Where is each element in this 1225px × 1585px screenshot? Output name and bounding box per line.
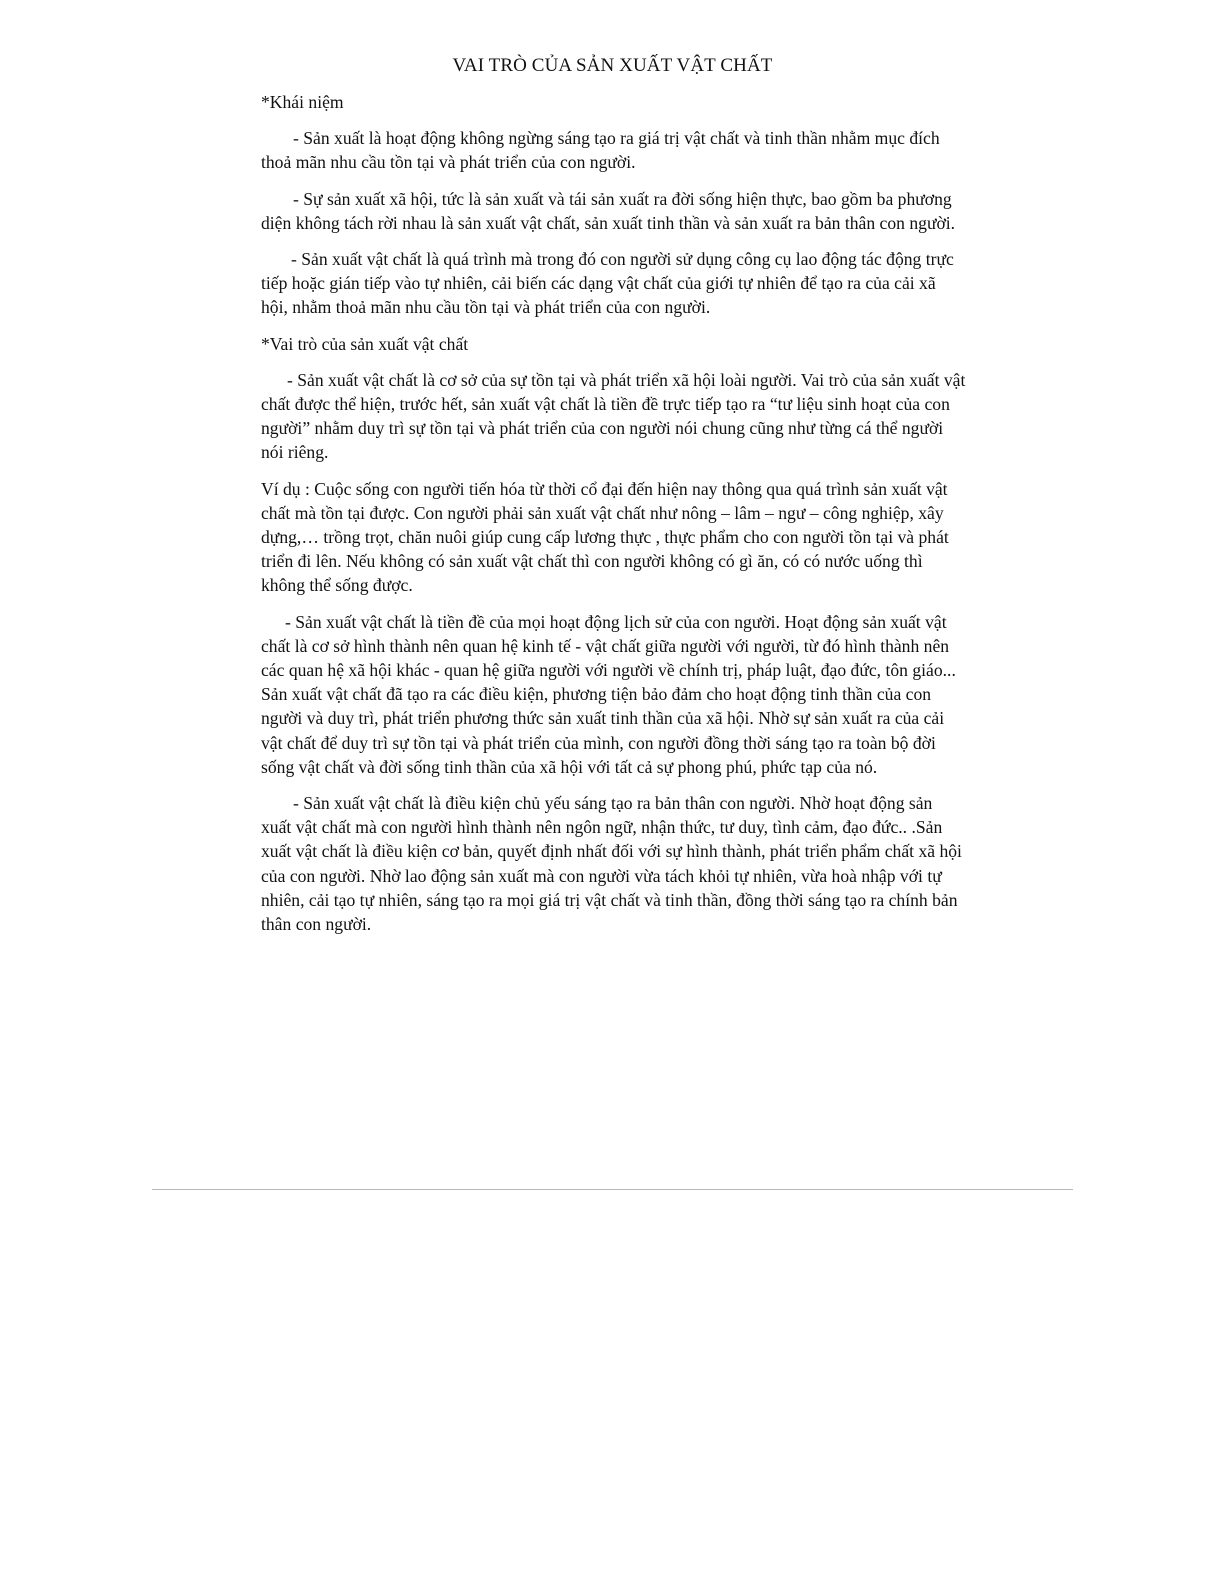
document-title: VAI TRÒ CỦA SẢN XUẤT VẬT CHẤT (452, 55, 773, 76)
role-paragraph-basis: - Sản xuất vật chất là cơ sở của sự tồn tại và phát triển xã hội loài người. Vai trò của sản xuất vật chất được thể hiện, trước hết, sản xuất vật chất là tiền đề trực tiếp tạo ra “tư liệu sinh hoạt của con người” nhằm duy trì sự tồn tại và phát triển của con người nói chung cũng như từng cá thể người nói riêng. (261, 369, 966, 463)
concept-paragraph-social-production: - Sự sản xuất xã hội, tức là sản xuất và tái sản xuất ra đời sống hiện thực, bao gồm ba phương diện không tách rời nhau là sản xuất vật chất, sản xuất tinh thần và sản xuất ra bản thân con người. (261, 188, 956, 233)
document-body (261, 90, 966, 948)
role-heading: *Vai trò của sản xuất vật chất (261, 333, 469, 354)
page-divider (152, 1189, 1073, 1190)
role-paragraph-example: Ví dụ : Cuộc sống con người tiến hóa từ thời cổ đại đến hiện nay thông qua quá trình sản xuất vật chất mà tồn tại được. Con người phải sản xuất vật chất như nông – lâm – ngư – công nghiệp, xây dựng,… trồng trọt, chăn nuôi giúp cung cấp lương thực , thực phẩm cho con người tồn tại và phát triển đi lên. Nếu không có sản xuất vật chất thì con người không có gì ăn, có có nước uống thì không thể sống được. (261, 478, 949, 596)
concept-paragraph-production: - Sản xuất là hoạt động không ngừng sáng tạo ra giá trị vật chất và tinh thần nhằm mục đích thoả mãn nhu cầu tồn tại và phát triển của con người. (261, 128, 940, 173)
role-paragraph-premise: - Sản xuất vật chất là tiền đề của mọi hoạt động lịch sử của con người. Hoạt động sản xuất vật chất là cơ sở hình thành nên quan hệ kinh tế - vật chất giữa người với người, từ đó hình thành nên các quan hệ xã hội khác - quan hệ giữa người với người về chính trị, pháp luật, đạo đức, tôn giáo... Sản xuất vật chất đã tạo ra các điều kiện, phương tiện bảo đảm cho hoạt động tinh thần của con người và duy trì, phát triển phương thức sản xuất tinh thần của xã hội. Nhờ sự sản xuất ra của cải vật chất để duy trì sự tồn tại và phát triển của mình, con người đồng thời sáng tạo ra toàn bộ đời sống vật chất và đời sống tinh thần của xã hội với tất cả sự phong phú, phức tạp của nó. (261, 611, 956, 777)
concept-heading: *Khái niệm (261, 92, 344, 112)
role-paragraph-human-creation: - Sản xuất vật chất là điều kiện chủ yếu sáng tạo ra bản thân con người. Nhờ hoạt động sản xuất vật chất mà con người hình thành nên ngôn ngữ, nhận thức, tư duy, tình cảm, đạo đức.. .Sản xuất vật chất là điều kiện cơ bản, quyết định nhất đối với sự hình thành, phát triển phẩm chất xã hội của con người. Nhờ lao động sản xuất mà con người vừa tách khỏi tự nhiên, vừa hoà nhập với tự nhiên, cải tạo tự nhiên, sáng tạo ra mọi giá trị vật chất và tinh thần, đồng thời sáng tạo ra chính bản thân con người. (261, 793, 962, 935)
concept-paragraph-material-production: - Sản xuất vật chất là quá trình mà trong đó con người sử dụng công cụ lao động tác động trực tiếp hoặc gián tiếp vào tự nhiên, cải biến các dạng vật chất của giới tự nhiên để tạo ra của cải xã hội, nhằm thoả mãn nhu cầu tồn tại và phát triển của con người. (261, 249, 954, 318)
